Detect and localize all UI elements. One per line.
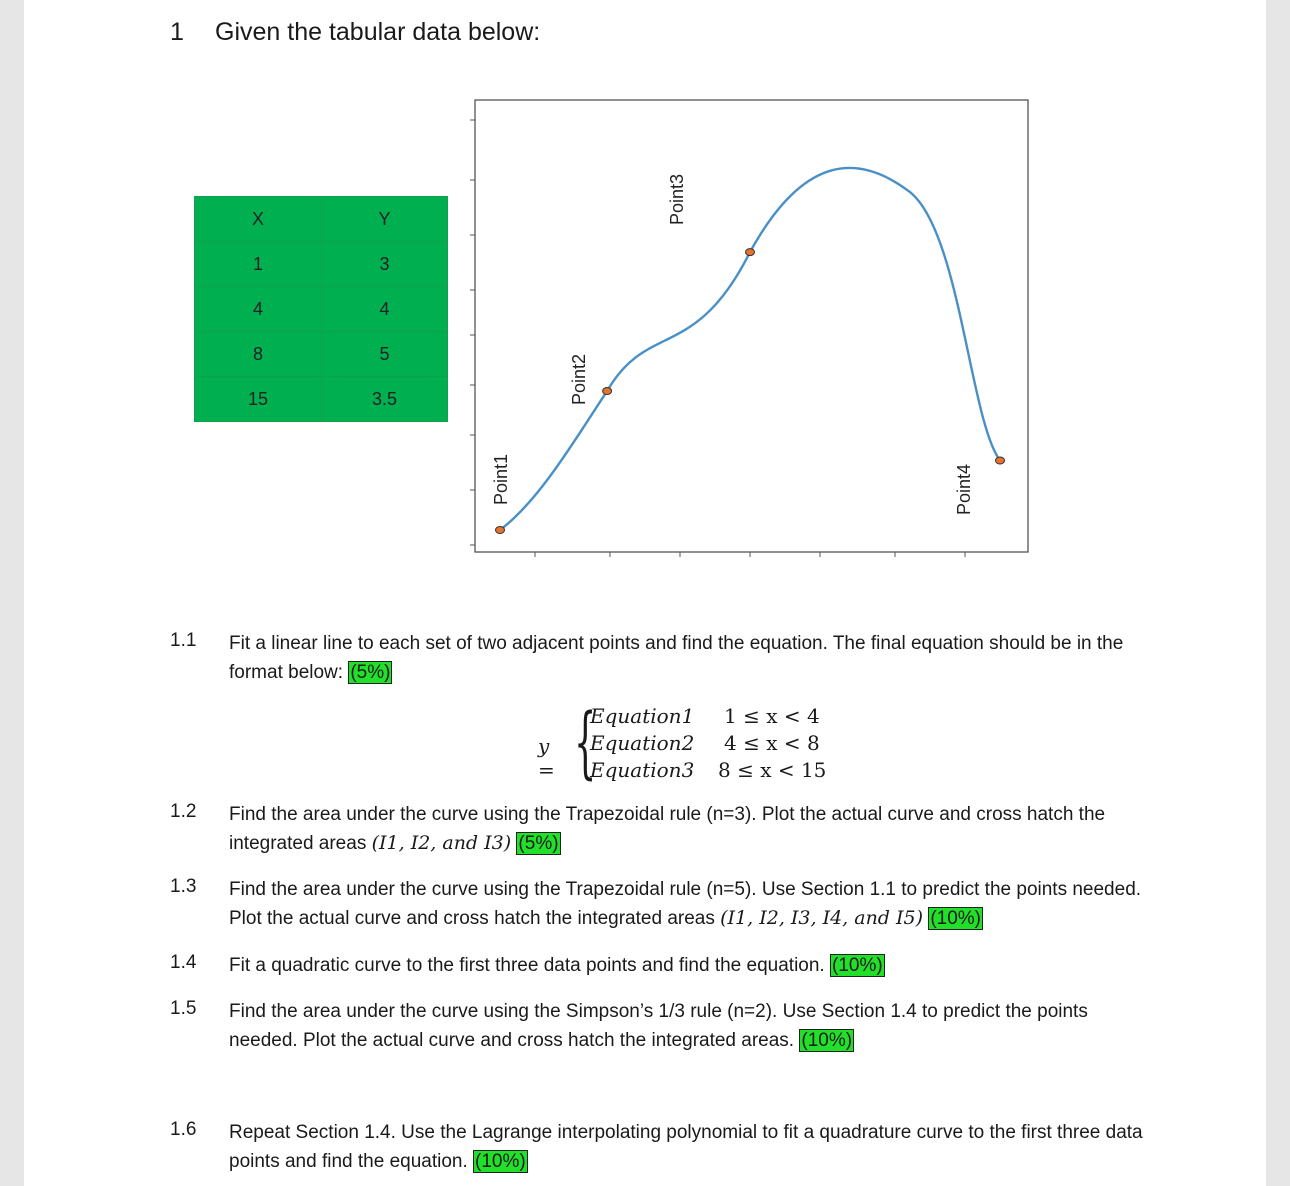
table-cell-x: 8: [195, 332, 322, 377]
section-body: Fit a quadratic curve to the first three data points and find the equation.: [229, 955, 825, 976]
table-cell-y: 5: [322, 332, 448, 377]
weight-badge: (5%): [518, 833, 559, 854]
section-text: [229, 997, 1159, 1055]
table-row: [195, 377, 448, 422]
point-label: Point2: [569, 353, 589, 405]
equation-row: [590, 731, 820, 755]
section-text: [229, 875, 1159, 933]
table-cell-x: 1: [195, 242, 322, 287]
equation-condition: 1 ≤ x < 4: [724, 704, 820, 728]
table-row: [195, 332, 448, 377]
table-cell-y: 3: [322, 242, 448, 287]
weight-badge: (10%): [801, 1030, 853, 1051]
weight-badge: (10%): [475, 1151, 526, 1172]
section-number: 1.3: [170, 876, 197, 897]
table-header-y: Y: [322, 197, 448, 242]
section-number: 1.4: [170, 952, 197, 973]
section-text: [229, 629, 1159, 687]
equation-label: Equation3: [590, 758, 695, 782]
equation-row: [590, 704, 820, 728]
question-title: Given the tabular data below:: [215, 18, 541, 46]
section-number: 1.2: [170, 801, 197, 822]
point-label: Point3: [667, 173, 687, 225]
point-label: Point4: [954, 463, 974, 515]
equation-condition: 4 ≤ x < 8: [724, 731, 820, 755]
section-text: [229, 800, 1159, 858]
section-number: 1.1: [170, 630, 197, 651]
equation-condition: 8 ≤ x < 15: [718, 758, 827, 782]
section-number: 1.5: [170, 998, 197, 1019]
section-body: Find the area under the curve using the Simpson’s 1/3 rule (n=2). Use Section 1.4 to predict the points needed. Plot the actual curve and cross hatch the integrated areas.: [229, 1001, 1088, 1051]
data-point-marker: [496, 527, 505, 534]
data-table: [194, 196, 448, 422]
table-header-row: [195, 197, 448, 242]
weight-badge: (10%): [930, 908, 981, 929]
brace-icon: {: [574, 698, 597, 788]
section-body: Repeat Section 1.4. Use the Lagrange interpolating polynomial to fit a quadrature curve to the first three data points and find the equation.: [229, 1122, 1143, 1172]
equation-lhs: y =: [538, 734, 555, 782]
section-math: (I1, I2, I3, I4, and I5): [720, 907, 924, 929]
chart: [455, 85, 1040, 565]
weight-badge: (5%): [350, 662, 391, 683]
section-text: [229, 1118, 1159, 1176]
section-text: [229, 951, 1159, 980]
table-cell-y: 4: [322, 287, 448, 332]
table-cell-x: 4: [195, 287, 322, 332]
plot-area: [475, 100, 1028, 552]
equation-label: Equation1: [590, 704, 695, 728]
section-number: 1.6: [170, 1119, 197, 1140]
section-body: Find the area under the curve using the Trapezoidal rule (n=5). Use Section 1.1 to predict the points needed. Plot the actual curve and cross hatch the integrated areas: [229, 879, 1142, 929]
section-body: Fit a linear line to each set of two adjacent points and find the equation. The final equation should be in the format below:: [229, 633, 1124, 683]
table-header-x: X: [195, 197, 322, 242]
question-number: 1: [170, 18, 184, 46]
data-point-marker: [996, 457, 1005, 464]
table-cell-x: 15: [195, 377, 322, 422]
equation-label: Equation2: [590, 731, 695, 755]
section-math: (I1, I2, and I3): [371, 832, 512, 854]
table-row: [195, 242, 448, 287]
section-body: Find the area under the curve using the Trapezoidal rule (n=3). Plot the actual curve and cross hatch the integrated areas: [229, 804, 1106, 854]
data-point-marker: [746, 249, 755, 256]
weight-badge: (10%): [831, 955, 883, 976]
point-label: Point1: [491, 453, 511, 505]
data-point-marker: [603, 388, 612, 395]
table-cell-y: 3.5: [322, 377, 448, 422]
table-row: [195, 287, 448, 332]
equation-row: [590, 758, 826, 782]
